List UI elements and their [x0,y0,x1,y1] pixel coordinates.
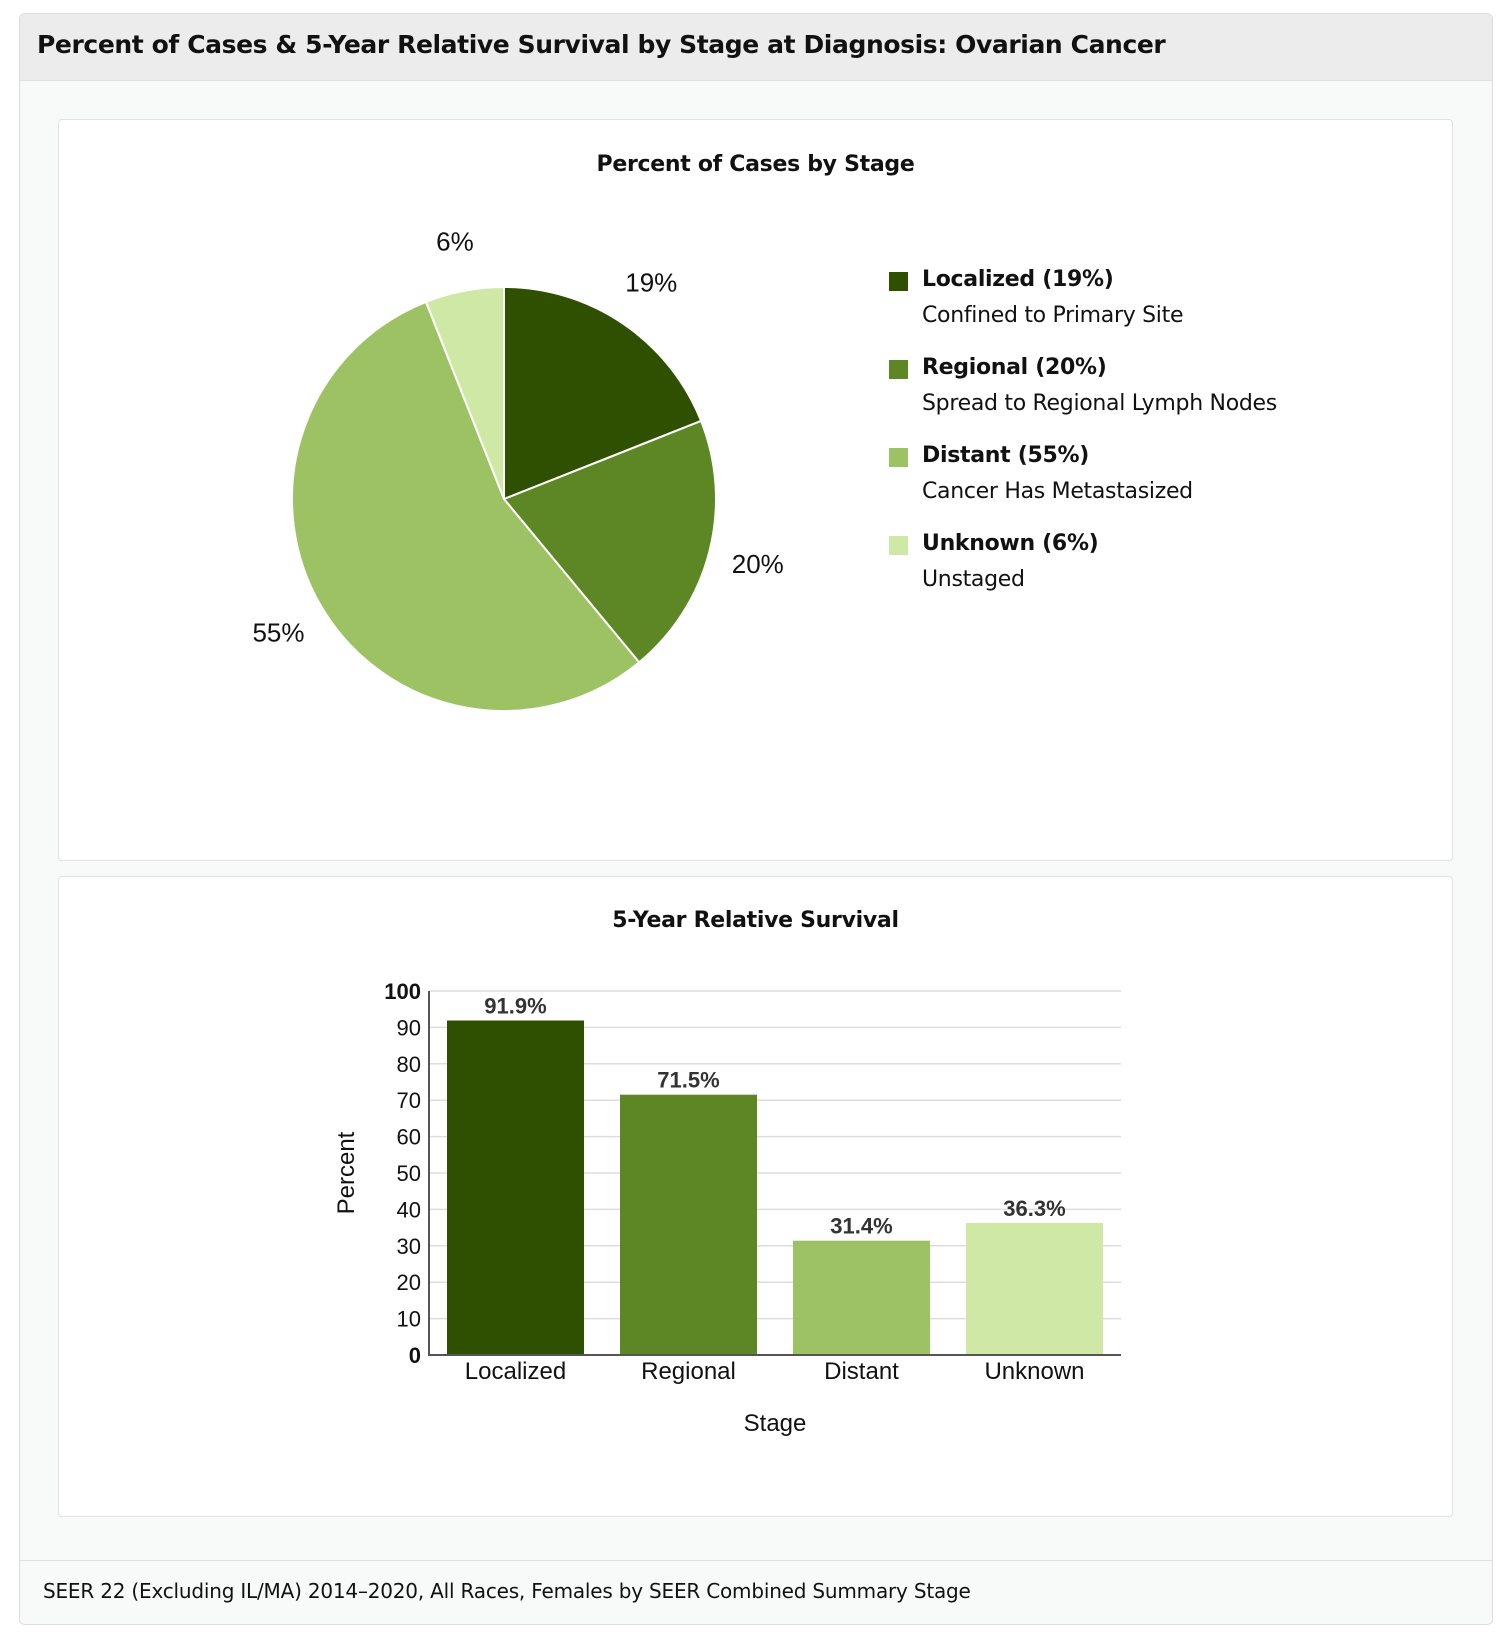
legend-description: Confined to Primary Site [922,303,1184,328]
y-tick-label: 80 [396,1051,421,1077]
bar-chart [59,877,1452,1516]
card-header [20,14,1492,81]
x-tick-label-regional: Regional [641,1358,736,1385]
page-title: Percent of Cases & 5-Year Relative Survival by Stage at Diagnosis: Ovarian Cancer [37,30,1166,59]
legend-item-localized[interactable] [889,260,1409,348]
legend-label: Localized (19%) [922,267,1114,292]
bar-chart-panel [58,876,1453,1517]
y-tick-label: 20 [396,1270,421,1296]
legend-item-regional[interactable] [889,348,1409,436]
y-tick-label: 70 [396,1088,421,1114]
y-axis-title: Percent [333,1131,360,1215]
bar-value-label-unknown: 36.3% [1003,1195,1066,1221]
y-tick-label: 10 [396,1306,421,1332]
bar-chart-title: 5-Year Relative Survival [612,908,899,933]
y-tick-label: 50 [396,1161,421,1186]
bar-distant[interactable] [793,1241,930,1355]
footer-source-note: SEER 22 (Excluding IL/MA) 2014–2020, All Races, Females by SEER Combined Summary Stage [43,1579,971,1603]
legend-swatch [889,448,908,467]
y-tick-label: 30 [396,1233,421,1259]
pie-label-regional: 20% [731,549,784,580]
y-tick-label: 0 [408,1343,421,1368]
legend-label: Unknown (6%) [922,531,1099,556]
legend-swatch [889,272,908,291]
y-tick-label: 100 [384,979,421,1004]
bar-value-label-localized: 91.9% [484,993,547,1019]
x-axis-title: Stage [743,1410,807,1437]
pie-label-distant: 55% [252,617,305,648]
legend-description: Cancer Has Metastasized [922,479,1193,504]
y-tick-label: 90 [396,1015,421,1041]
pie-label-unknown: 6% [436,226,474,257]
bar-value-label-regional: 71.5% [657,1067,720,1093]
x-tick-label-unknown: Unknown [984,1358,1085,1385]
bar-regional[interactable] [620,1095,757,1355]
x-tick-label-localized: Localized [464,1358,567,1385]
legend-swatch [889,360,908,379]
bar-unknown[interactable] [966,1223,1103,1355]
bar-localized[interactable] [447,1021,584,1356]
legend-item-distant[interactable] [889,436,1409,524]
pie-label-localized: 19% [625,267,678,298]
pie-legend [889,260,1409,612]
card-footer [20,1560,1492,1624]
y-tick-label: 60 [396,1124,421,1150]
legend-swatch [889,536,908,555]
legend-item-unknown[interactable] [889,524,1409,612]
legend-description: Unstaged [922,567,1025,592]
legend-label: Regional (20%) [922,355,1107,380]
legend-description: Spread to Regional Lymph Nodes [922,391,1277,416]
report-card [19,13,1493,1625]
y-tick-label: 40 [396,1197,421,1223]
legend-label: Distant (55%) [922,443,1089,468]
pie-chart-title: Percent of Cases by Stage [596,152,915,177]
x-tick-label-distant: Distant [824,1358,899,1385]
pie-chart-panel [58,119,1453,861]
bar-value-label-distant: 31.4% [830,1213,893,1239]
